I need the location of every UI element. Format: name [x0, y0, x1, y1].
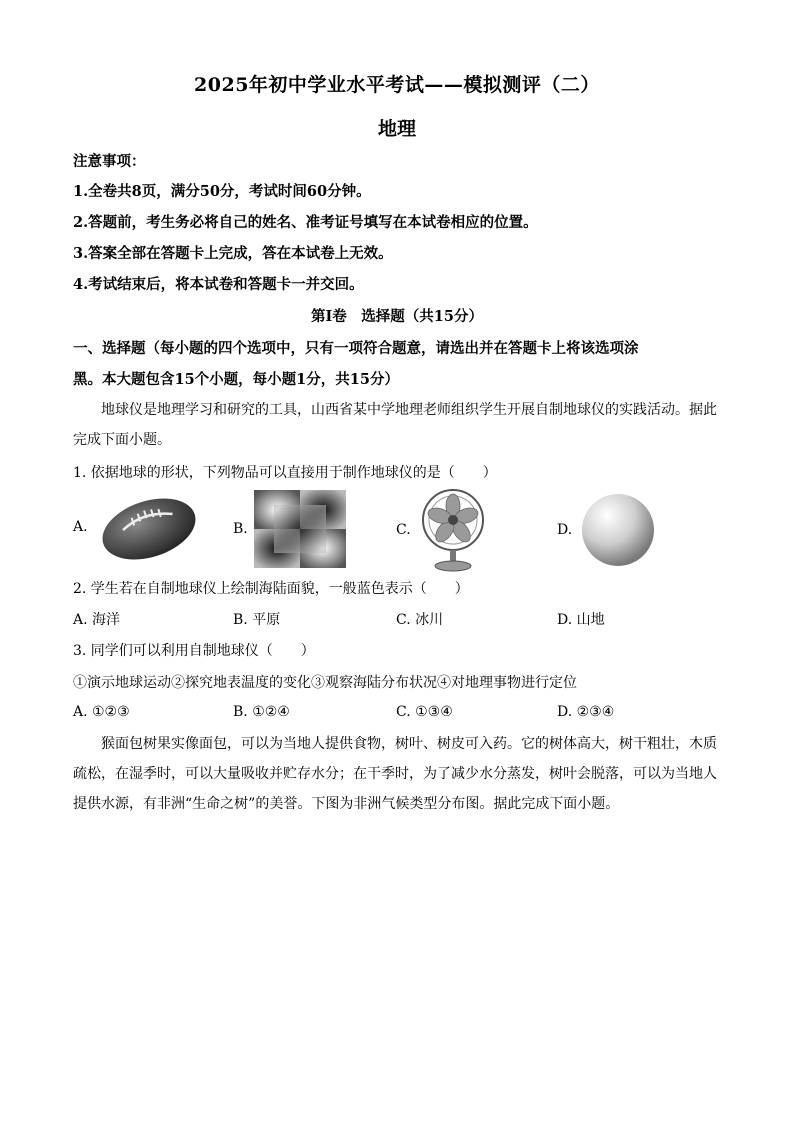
option-label: A. [73, 519, 88, 535]
section-instruction-line2: 黑。本大题包含15个小题，每小题1分，共15分） [73, 371, 399, 388]
electric-fan-icon [417, 488, 489, 572]
question-3-statement: ①演示地球运动②探究地表温度的变化③观察海陆分布状况④对地理事物进行定位 [73, 675, 577, 691]
section-title: 第Ⅰ卷 选择题（共15分） [311, 308, 483, 325]
checkered-block-icon [254, 490, 346, 568]
q3-option-c[interactable]: C. ①③④ [396, 704, 453, 720]
q3-option-a[interactable]: A. ①②③ [73, 704, 130, 720]
notice-heading: 注意事项： [73, 153, 146, 170]
notice-item-4: 4.考试结束后，将本试卷和答题卡一并交回。 [73, 276, 364, 293]
sphere-ball-icon [578, 490, 658, 570]
subject-title: 地理 [377, 118, 416, 140]
rugby-ball-icon [94, 492, 204, 562]
option-label: C. [396, 522, 411, 538]
q1-option-d[interactable] [557, 490, 658, 570]
passage-baobab: 猴面包树果实像面包，可以为当地人提供食物，树叶、树皮可入药。它的树体高大，树干粗壮，木质疏松，在湿季时，可以大量吸收并贮存水分；在干季时，为了减少水分蒸发，树叶会脱落，可以为当地人提供水源，有非洲“生命之树”的美誉。下图为非洲气候类型分布图。据此完成下面小题。 [73, 736, 717, 812]
question-3-stem: 3. 同学们可以利用自制地球仪（ ） [73, 643, 315, 659]
notice-item-3: 3.答案全部在答题卡上完成，答在本试卷上无效。 [73, 245, 393, 262]
passage-globe: 地球仪是地理学习和研究的工具，山西省某中学地理老师组织学生开展自制地球仪的实践活动。据此完成下面小题。 [73, 402, 717, 448]
notice-item-1: 1.全卷共8页，满分50分，考试时间60分钟。 [73, 183, 371, 200]
q1-option-a[interactable] [73, 492, 204, 562]
q1-option-c[interactable] [396, 488, 489, 572]
q3-option-b[interactable]: B. ①②④ [233, 704, 290, 720]
q2-option-d[interactable]: D. 山地 [557, 612, 605, 628]
q3-option-d[interactable]: D. ②③④ [557, 704, 615, 720]
q2-option-b[interactable]: B. 平原 [233, 612, 281, 628]
option-label: B. [233, 521, 248, 537]
notice-item-2: 2.答题前，考生务必将自己的姓名、准考证号填写在本试卷相应的位置。 [73, 214, 538, 231]
q2-option-a[interactable]: A. 海洋 [73, 612, 121, 628]
option-label: D. [557, 522, 573, 538]
question-1-stem: 1. 依据地球的形状，下列物品可以直接用于制作地球仪的是（ ） [73, 465, 497, 481]
exam-title: 2025年初中学业水平考试——模拟测评（二） [194, 74, 600, 96]
q1-option-b[interactable] [233, 490, 346, 568]
section-instruction-line1: 一、选择题（每小题的四个选项中，只有一项符合题意，请选出并在答题卡上将该选项涂 [73, 340, 639, 357]
question-2-stem: 2. 学生若在自制地球仪上绘制海陆面貌，一般蓝色表示（ ） [73, 581, 469, 597]
q2-option-c[interactable]: C. 冰川 [396, 612, 444, 628]
